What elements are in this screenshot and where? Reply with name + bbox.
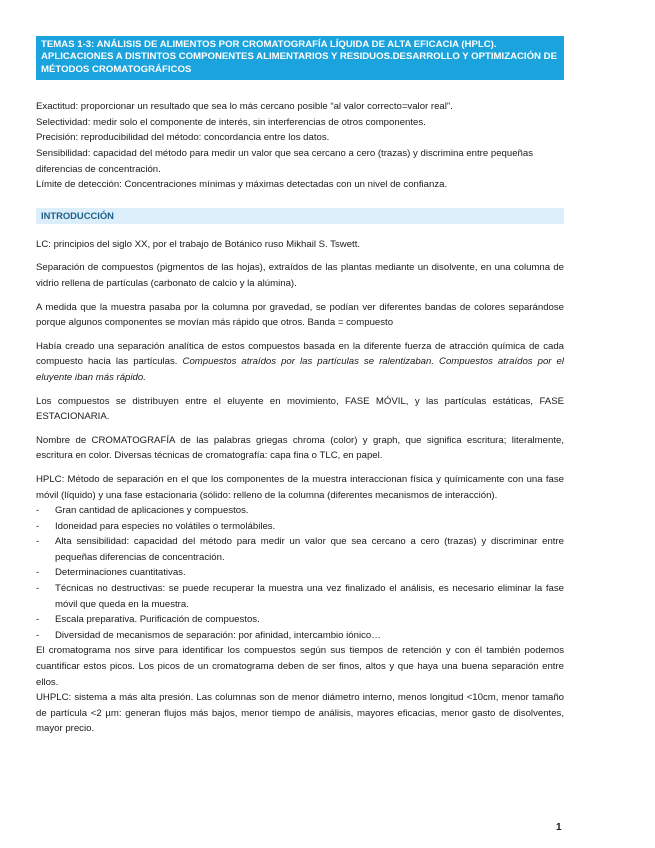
document-title: TEMAS 1-3: ANÁLISIS DE ALIMENTOS POR CROMATOGRAFÍA LÍQUIDA DE ALTA EFICACIA (HPLC). APLICACIONES A DISTINTOS COMPONENTES ALIMENTARIOS Y RESIDUOS.DESARROLLO Y OPTIMIZACIÓN DE MÉTODOS CROMATOGRÁFICOS	[36, 36, 564, 80]
definition-line: Límite de detección: Concentraciones mínimas y máximas detectadas con un nivel de confianza.	[36, 179, 448, 191]
list-item-text: Gran cantidad de aplicaciones y compuestos.	[55, 505, 249, 517]
bullet-marker: -	[36, 583, 40, 595]
definition-line: Exactitud: proporcionar un resultado que sea lo más cercano posible “al valor correcto=valor real”.	[36, 101, 453, 113]
list-item	[36, 503, 564, 519]
paragraph-text: Había creado una separación analítica de estos compuestos basada en la diferente fuerza de atracción química de cada compuesto hacia las partículas.	[36, 340, 564, 368]
definition-line: Sensibilidad: capacidad del método para medir un valor que sea cercano a cero (trazas) y discrimina entre pequeñas diferencias de concentración.	[36, 148, 534, 175]
list-item-text: Alta sensibilidad: capacidad del método para medir un valor que sea cercano a cero (trazas) y discriminar entre pequeñas diferencias de concentración.	[55, 536, 564, 563]
paragraph: El cromatograma nos sirve para identificar los compuestos según sus tiempos de retención y con él también podemos cuantificar estos picos. Los picos de un cromatograma deben de ser finos, altos y que haya una buena separación entre ellos.	[36, 645, 564, 688]
paragraph: LC: principios del siglo XX, por el trabajo de Botánico ruso Mikhail S. Tswett.	[36, 238, 361, 250]
list-item	[36, 565, 564, 581]
list-item	[36, 628, 564, 644]
paragraph: A medida que la muestra pasaba por la columna por gravedad, se podían ver diferentes bandas de colores separándose porque algunos componentes se movían más rápido que otros. Banda = compuesto	[36, 301, 564, 329]
document-page	[36, 36, 564, 737]
list-item	[36, 581, 564, 612]
paragraph	[36, 339, 564, 386]
section-body	[36, 237, 564, 737]
bullet-marker: -	[36, 536, 40, 548]
list-item	[36, 519, 564, 535]
paragraph: UHPLC: sistema a más alta presión. Las columnas son de menor diámetro interno, menos longitud <10cm, menor tamaño de partícula <2 µm: generan flujos más bajos, menor tiempo de análisis, mayores eficacias, menor gasto de disolventes, mayor precio.	[36, 692, 564, 735]
bullet-marker: -	[36, 629, 40, 641]
paragraph: Nombre de CROMATOGRAFÍA de las palabras griegas chroma (color) y graph, que significa escritura; literalmente, escritura en color. Diversas técnicas de cromatografía: capa fina o TLC, en papel.	[36, 434, 564, 462]
bullet-marker: -	[36, 505, 40, 517]
bullet-marker: -	[36, 567, 40, 579]
definition-line: Selectividad: medir solo el componente de interés, sin interferencias de otros componentes.	[36, 116, 426, 128]
list-item-text: Técnicas no destructivas: se puede recuperar la muestra una vez finalizado el análisis, es necesario eliminar la fase móvil que queda en la muestra.	[55, 583, 564, 610]
bullet-marker: -	[36, 520, 40, 532]
list-item-text: Determinaciones cuantitativas.	[55, 567, 186, 579]
list-item-text: Idoneidad para especies no volátiles o termolábiles.	[55, 520, 276, 532]
list-item	[36, 534, 564, 565]
paragraph: Separación de compuestos (pigmentos de las hojas), extraídos de las plantas mediante un disolvente, en una columna de vidrio rellena de partículas (carbonato de calcio y la alúmina).	[36, 262, 564, 289]
section-heading: INTRODUCCIÓN	[36, 208, 564, 224]
definition-line: Precisión: reproducibilidad del método: concordancia entre los datos.	[36, 132, 330, 144]
list-item-text: Escala preparativa. Purificación de compuestos.	[55, 614, 260, 626]
bullet-list	[36, 503, 564, 643]
paragraph: Los compuestos se distribuyen entre el eluyente en movimiento, FASE MÓVIL, y las partículas estáticas, FASE ESTACIONARIA.	[36, 395, 564, 423]
page-number: 1	[556, 822, 562, 833]
paragraph-italic-text: Compuestos atraídos por las partículas se ralentizaban. Compuestos atraídos por el eluyente iban más rápido.	[36, 356, 564, 383]
bullet-marker: -	[36, 614, 40, 626]
list-item-text: Diversidad de mecanismos de separación: por afinidad, intercambio iónico…	[55, 629, 381, 641]
list-item	[36, 612, 564, 628]
paragraph: HPLC: Método de separación en el que los componentes de la muestra interaccionan física y químicamente con una fase móvil (líquido) y una fase estacionaria (sólido: relleno de la columna (diferentes mecanismos de interacción).	[36, 473, 564, 501]
definitions-block	[36, 99, 564, 193]
